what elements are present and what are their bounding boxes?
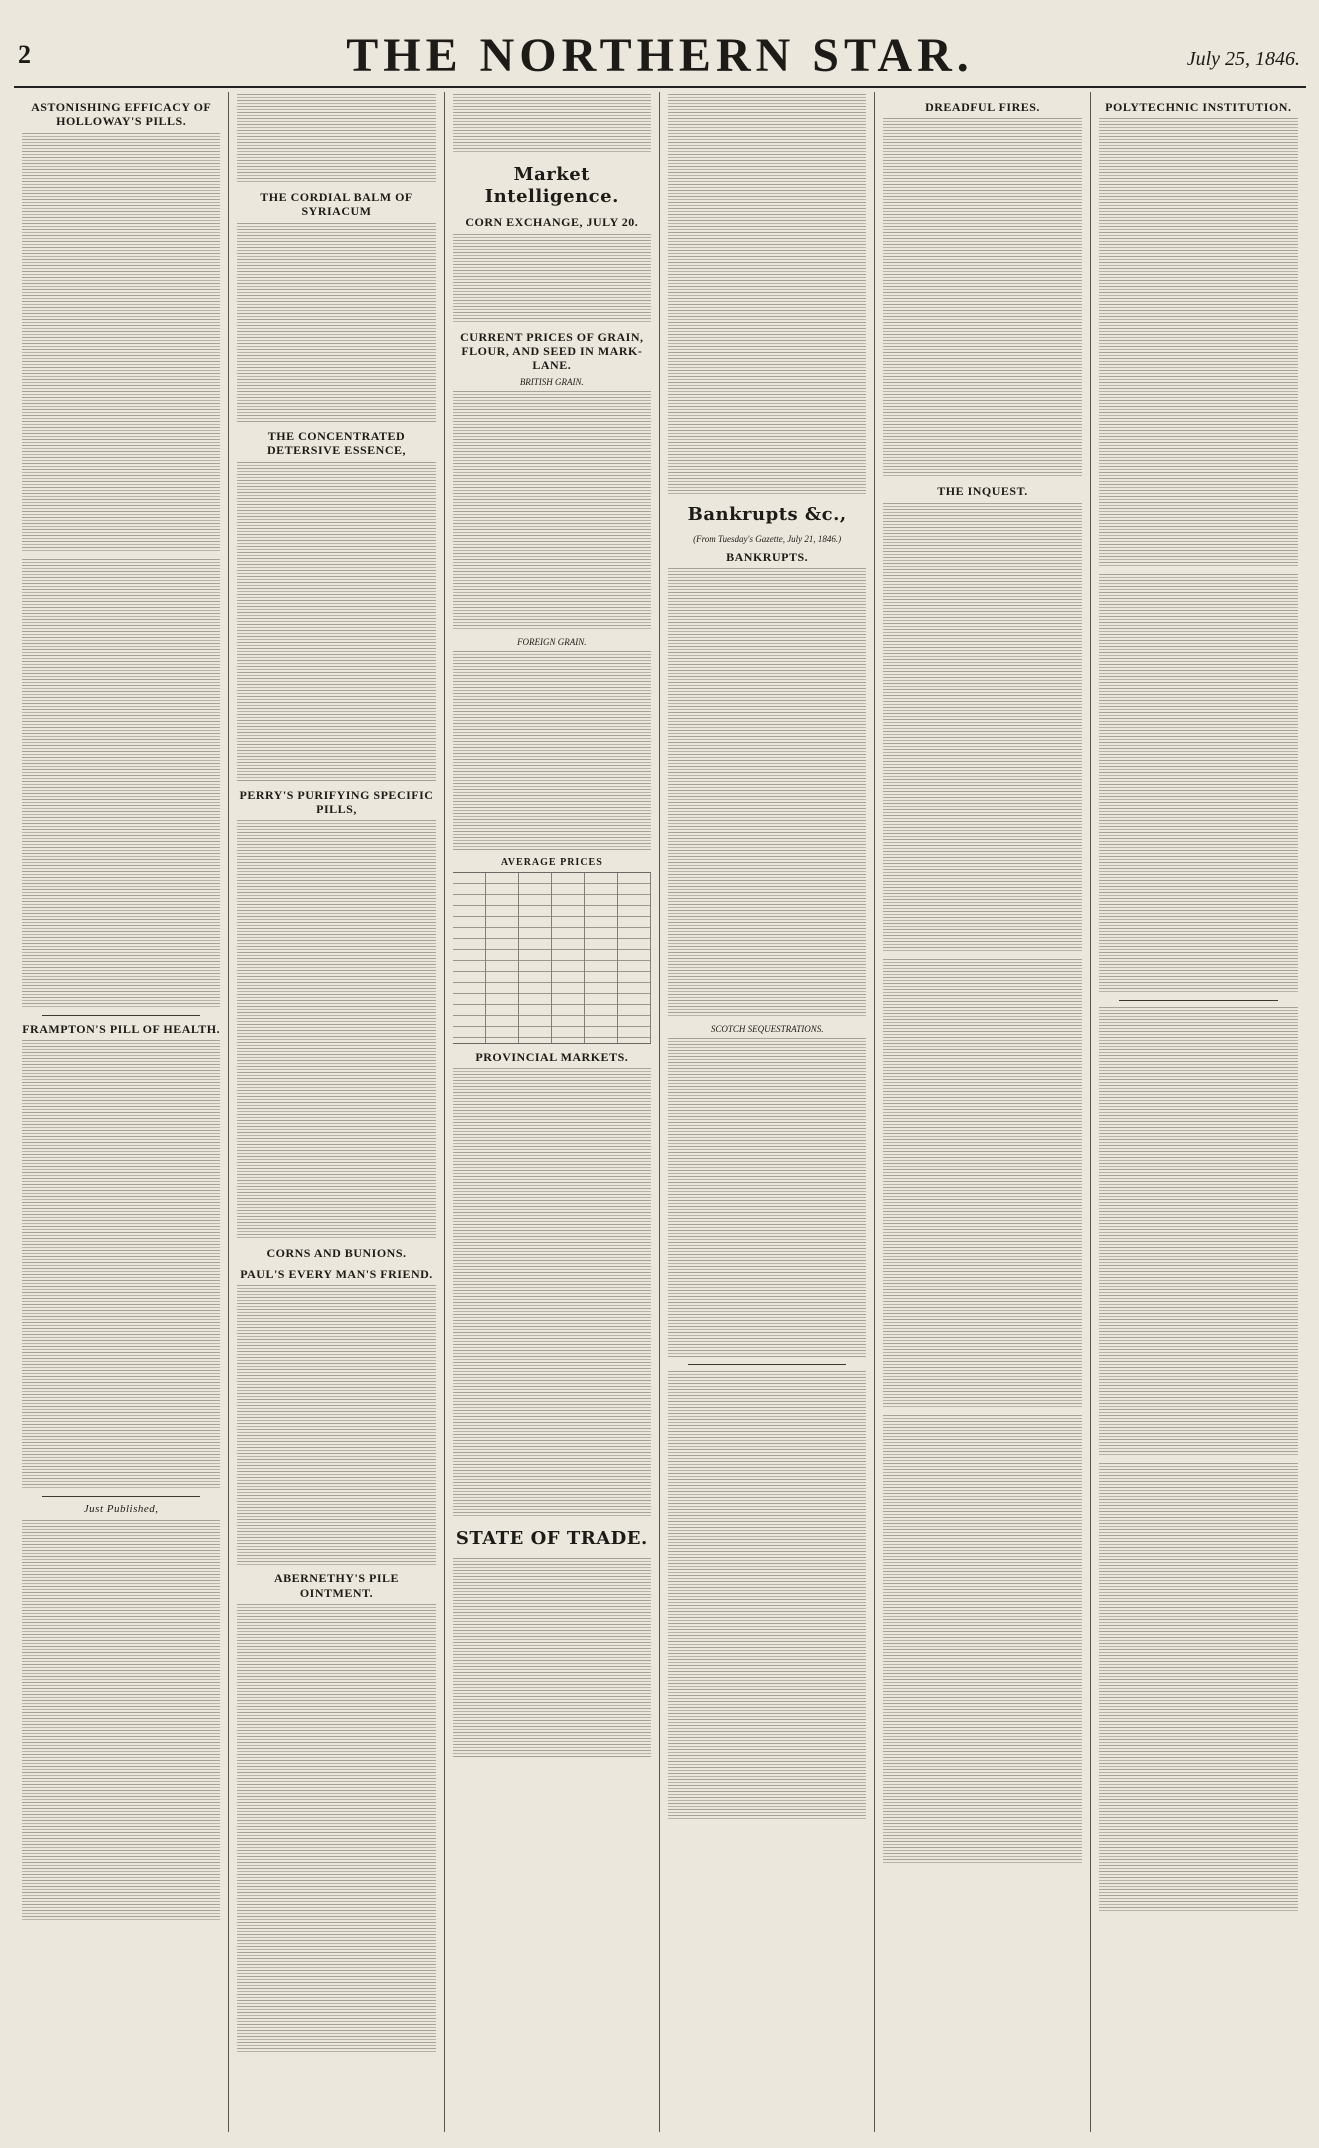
article-text-block [453, 1558, 651, 1758]
masthead-rule [14, 86, 1306, 88]
headline-state-of-trade: STATE OF TRADE. [455, 1528, 648, 1550]
price-list-block [453, 651, 651, 851]
column-4 [660, 92, 875, 2132]
article-text-block [237, 223, 435, 423]
column-3 [445, 92, 660, 2132]
paper-title: THE NORTHERN STAR. [346, 29, 974, 82]
issue-date: July 25, 1846. [1186, 48, 1300, 70]
section-market-intelligence: Market Intelligence. [484, 164, 619, 207]
section-rule [42, 1496, 200, 1497]
article-text-block [668, 1371, 866, 1821]
article-text-block [453, 1068, 651, 1518]
article-text-block [883, 118, 1081, 478]
article-text-block [237, 94, 435, 184]
article-text-block [22, 133, 220, 553]
subhead-british-grain: BRITISH GRAIN. [519, 376, 584, 387]
headline-bankrupts: BANKRUPTS. [726, 549, 809, 564]
article-text-block [883, 503, 1081, 953]
article-text-block [22, 1520, 220, 1920]
article-text-block [1099, 1463, 1298, 1913]
article-text-block [237, 1285, 435, 1565]
headline-average-prices: AVERAGE PRICES [500, 856, 603, 868]
article-text-block [1099, 118, 1298, 568]
headline-frampton: FRAMPTON'S PILL OF HEALTH. [22, 1021, 221, 1036]
average-prices-table [453, 872, 651, 1044]
headline-corns: CORNS AND BUNIONS. [266, 1246, 407, 1261]
article-text-block [237, 820, 435, 1240]
headline-corn-exchange: CORN EXCHANGE, JULY 20. [465, 215, 639, 230]
section-rule [42, 1015, 200, 1016]
price-list-block [453, 391, 651, 631]
article-text-block [237, 1604, 435, 2054]
page-number: 2 [18, 40, 31, 69]
columns [14, 92, 1306, 2132]
headline-polytechnic: POLYTECHNIC INSTITUTION. [1105, 100, 1292, 114]
article-text-block [453, 234, 651, 324]
column-1 [14, 92, 229, 2132]
subhead-scotch-sequestrations: SCOTCH SEQUESTRATIONS. [710, 1023, 824, 1034]
column-6 [1091, 92, 1306, 2132]
headline-syriacum: THE CORDIAL BALM OF SYRIACUM [260, 190, 413, 219]
headline-detersive-essence: THE CONCENTRATED DETERSIVE ESSENCE, [266, 428, 407, 458]
article-text-block [668, 94, 866, 494]
article-text-block [668, 1038, 866, 1358]
headline-perry-pills: PERRY'S PURIFYING SPECIFIC PILLS, [239, 787, 434, 816]
article-text-block [22, 559, 220, 1009]
section-bankrupts: Bankrupts &c., [687, 504, 847, 525]
headline-just-published: Just Published, [83, 1503, 159, 1516]
headline-the-inquest: THE INQUEST. [937, 484, 1028, 499]
headline-abernethy: ABERNETHY'S PILE OINTMENT. [273, 1571, 399, 1600]
headline-paul-friend: PAUL'S EVERY MAN'S FRIEND. [240, 1266, 433, 1281]
article-text-block [237, 462, 435, 782]
article-text-block [1099, 574, 1298, 994]
article-text-block [883, 959, 1081, 1409]
section-rule [1119, 1000, 1278, 1001]
subhead-gazette: (From Tuesday's Gazette, July 21, 1846.) [693, 533, 842, 544]
column-5 [875, 92, 1090, 2132]
headline-holloway: ASTONISHING EFFICACY OF HOLLOWAY'S PILLS. [31, 100, 212, 129]
article-text-block [453, 94, 651, 154]
article-text-block [22, 1040, 220, 1490]
article-text-block [883, 1415, 1081, 1865]
column-2 [229, 92, 444, 2132]
section-rule [688, 1364, 846, 1365]
article-text-block [1099, 1007, 1298, 1457]
masthead [14, 0, 1306, 84]
article-text-block [668, 568, 866, 1018]
headline-provincial-markets: PROVINCIAL MARKETS. [475, 1049, 629, 1064]
subhead-foreign-grain: FOREIGN GRAIN. [517, 636, 587, 647]
headline-dreadful-fires: DREADFUL FIRES. [925, 100, 1040, 114]
headline-current-prices: CURRENT PRICES OF GRAIN, FLOUR, AND SEED IN MARK-LANE. [460, 329, 644, 373]
